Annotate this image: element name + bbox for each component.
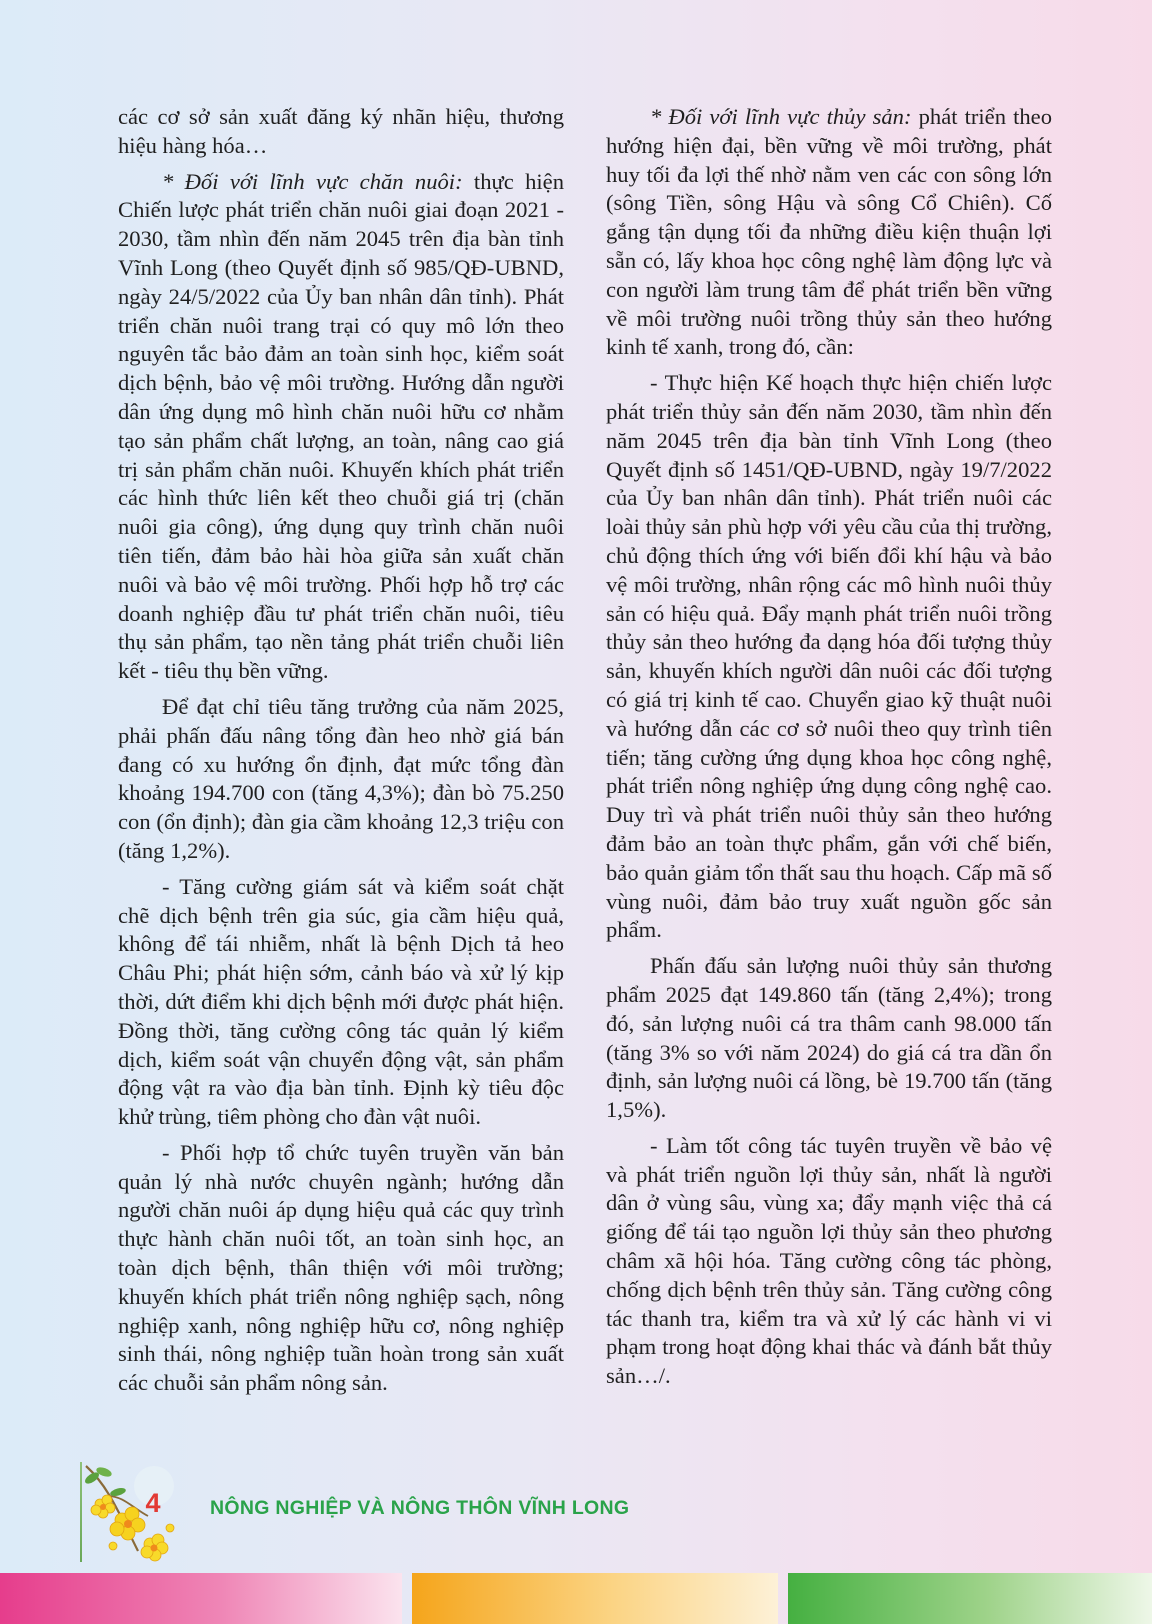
paragraph-text: Để đạt chỉ tiêu tăng trưởng của năm 2025, phải phấn đấu nâng tổng đàn heo nhờ giá bán đang có xu hướng ổn định, đạt mức tổng đàn khoảng 194.700 con (tăng 4,3%); đàn bò 75.250 con (ổn định); đàn gia cầm khoảng 12,3 triệu con (tăng 1,2%). [118,693,564,863]
paragraph [118,168,564,686]
paragraph [606,369,1052,945]
paragraph-lead: * Đối với lĩnh vực thủy sản: [650,104,912,129]
paragraph-lead: * Đối với lĩnh vực chăn nuôi: [162,168,463,194]
paragraph-text: Phấn đấu sản lượng nuôi thủy sản thương phẩm 2025 đạt 149.860 tấn (tăng 2,4%); trong đó, sản lượng nuôi cá tra thâm canh 98.000 tấn (tăng 3% so với năm 2024) do giá cá tra dần ổn định, sản lượng nuôi cá lồng, bè 19.700 tấn (tăng 1,5%). [606,953,1052,1123]
publication-title: NÔNG NGHIỆP VÀ NÔNG THÔN VĨNH LONG [210,1497,630,1519]
paragraph [118,103,564,161]
paragraph [118,1139,564,1398]
paragraph-text: phát triển theo hướng hiện đại, bền vững về môi trường, phát huy tối đa lợi thế nhờ nằm ven các con sông lớn (sông Tiền, sông Hậu và sông Cổ Chiên). Cố gắng tận dụng tối đa những điều kiện thuận lợi sẵn có, lấy khoa học công nghệ làm động lực và con người làm trung tâm để phát triển bền vững về môi trường nuôi trồng thủy sản theo hướng kinh tế xanh, trong đó, cần: [606,104,1053,360]
footer-color-bar-green [788,1573,1152,1624]
page-number: 4 [145,1488,161,1518]
paragraph [606,103,1052,362]
paragraph [118,873,564,1132]
paragraph-text: - Làm tốt công tác tuyên truyền về bảo vệ và phát triển nguồn lợi thủy sản, nhất là người dân ở vùng sâu, vùng xa; đẩy mạnh việc thả cá giống để tái tạo nguồn lợi thủy sản theo phương châm xã hội hóa. Tăng cường công tác phòng, chống dịch bệnh trên thủy sản. Tăng cường công tác thanh tra, kiểm tra và xử lý các hành vi vi phạm trong hoạt động khai thác và đánh bắt thủy sản…/. [606,1132,1052,1389]
right-column [606,103,1052,1391]
paragraph [606,1132,1052,1391]
footer-color-bar-pink [0,1573,402,1624]
left-column [118,103,564,1398]
paragraph-text: thực hiện Chiến lược phát triển chăn nuôi giai đoạn 2021 - 2030, tầm nhìn đến năm 2045 trên địa bàn tỉnh Vĩnh Long (theo Quyết định số 985/QĐ-UBND, ngày 24/5/2022 của Ủy ban nhân dân tỉnh). Phát triển chăn nuôi trang trại có quy mô lớn theo nguyên tắc bảo đảm an toàn sinh học, kiểm soát dịch bệnh, bảo vệ môi trường. Hướng dẫn người dân ứng dụng mô hình chăn nuôi hữu cơ nhằm tạo sản phẩm chất lượng, an toàn, nâng cao giá trị sản phẩm chăn nuôi. Khuyến khích phát triển các hình thức liên kết theo chuỗi giá trị (chăn nuôi gia công), ứng dụng quy trình chăn nuôi tiên tiến, đảm bảo hài hòa giữa sản xuất chăn nuôi và bảo vệ môi trường. Phối hợp hỗ trợ các doanh nghiệp đầu tư phát triển chăn nuôi, tiêu thụ sản phẩm, tạo nền tảng phát triển chuỗi liên kết - tiêu thụ bền vững. [118,168,564,684]
apricot-blossom-icon [78,1456,188,1566]
paragraph [118,693,564,866]
paragraph-text: - Tăng cường giám sát và kiểm soát chặt chẽ dịch bệnh trên gia súc, gia cầm hiệu quả, không để tái nhiễm, nhất là bệnh Dịch tả heo Châu Phi; phát hiện sớm, cảnh báo và xử lý kịp thời, dứt điểm khi dịch bệnh mới được phát hiện. Đồng thời, tăng cường công tác quản lý kiểm dịch, kiểm soát vận chuyển động vật, sản phẩm động vật ra vào địa bàn tỉnh. Định kỳ tiêu độc khử trùng, tiêm phòng cho đàn vật nuôi. [118,873,564,1130]
paragraph-text: các cơ sở sản xuất đăng ký nhãn hiệu, thương hiệu hàng hóa… [118,104,564,158]
paragraph [606,952,1052,1125]
footer-color-bar-orange [412,1573,778,1624]
paragraph-text: - Thực hiện Kế hoạch thực hiện chiến lược phát triển thủy sản đến năm 2030, tầm nhìn đến năm 2045 trên địa bàn tỉnh Vĩnh Long (theo Quyết định số 1451/QĐ-UBND, ngày 19/7/2022 của Ủy ban nhân dân tỉnh). Phát triển nuôi các loài thủy sản phù hợp với yêu cầu của thị trường, chủ động thích ứng với biến đổi khí hậu và bảo vệ môi trường, nhân rộng các mô hình nuôi thủy sản có hiệu quả. Đẩy mạnh phát triển nuôi trồng thủy sản theo hướng đa dạng hóa đối tượng thủy sản, khuyến khích người dân nuôi các đối tượng có giá trị kinh tế cao. Chuyển giao kỹ thuật nuôi và hướng dẫn các cơ sở nuôi theo quy trình tiên tiến; tăng cường ứng dụng khoa học công nghệ, phát triển nông nghiệp ứng dụng công nghệ cao. Duy trì và phát triển nuôi thủy sản theo hướng đảm bảo an toàn thực phẩm, gắn với chế biến, bảo quản giảm tổn thất sau thu hoạch. Cấp mã số vùng nuôi, đảm bảo truy xuất nguồn gốc sản phẩm. [606,370,1052,943]
paragraph-text: - Phối hợp tổ chức tuyên truyền văn bản quản lý nhà nước chuyên ngành; hướng dẫn người chăn nuôi áp dụng hiệu quả các quy trình thực hành chăn nuôi tốt, an toàn sinh học, an toàn dịch bệnh, thân thiện với môi trường; khuyến khích phát triển nông nghiệp sạch, nông nghiệp xanh, nông nghiệp hữu cơ, nông nghiệp sinh thái, nông nghiệp tuần hoàn trong sản xuất các chuỗi sản phẩm nông sản. [118,1139,564,1396]
